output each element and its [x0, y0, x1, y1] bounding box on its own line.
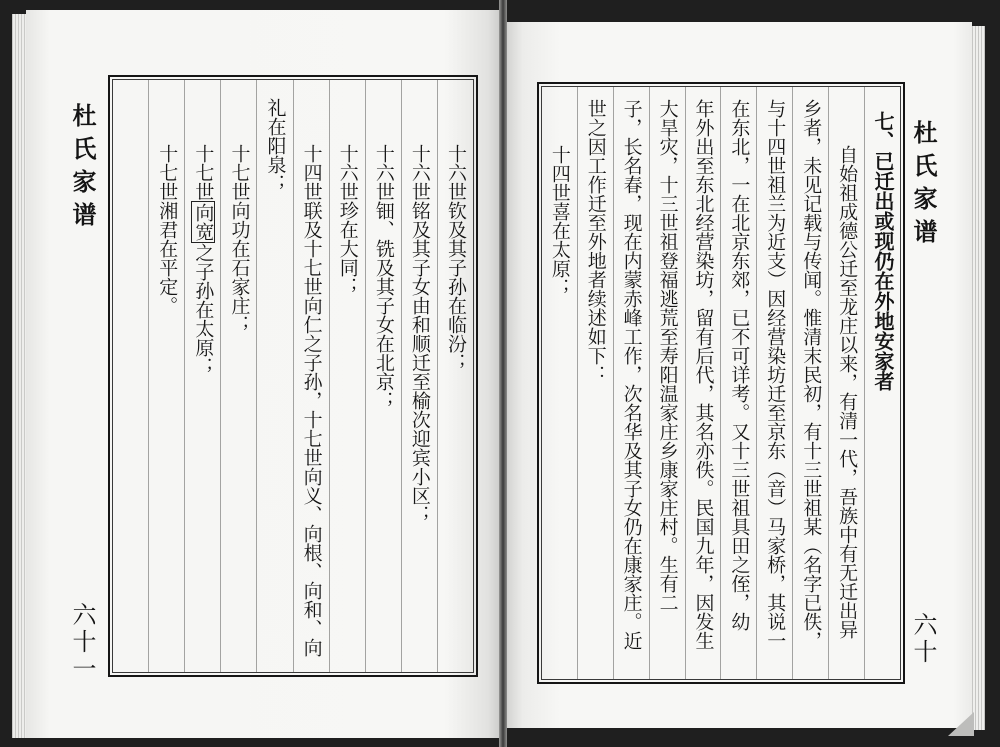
- text-column: 十六世钿、铣及其子女在北京；: [365, 80, 401, 672]
- text-column: 十七世湘君在平定。: [148, 80, 184, 672]
- text-column: 世之因工作迁至外地者续述如下：: [577, 87, 613, 679]
- empty-column: [113, 80, 148, 672]
- section-heading: 七、已迁出或现仍在外地安家者: [864, 87, 900, 679]
- right-column-grid: [541, 86, 901, 680]
- text-column: 乡者，未见记载与传闻。惟清末民初，有十三世祖某（名字已佚，: [792, 87, 828, 679]
- text-column: 子，长名春，现在内蒙赤峰工作，次名华及其子女仍在康家庄。近: [613, 87, 649, 679]
- right-text-frame: [537, 82, 905, 684]
- text-column: 十四世喜在太原；: [548, 144, 571, 297]
- text-column: 年外出至东北经营染坊，留有后代，其名亦佚。民国九年，因发生: [685, 87, 721, 679]
- text-column: 十六世钦及其子孙在临汾；: [437, 80, 473, 672]
- text-column: 十四世联及十七世向仁之子孙，十七世向义、向根、向和、向: [293, 80, 329, 672]
- text-column: 十六世珍在大同；: [329, 80, 365, 672]
- text-column: 与十四世祖兰为近支）因经营染坊迁至京东（音）马家桥，其说一: [756, 87, 792, 679]
- text-column: 自始祖成德公迁至龙庄以来，有清一代，吾族中有无迁出异: [828, 87, 864, 679]
- text-column: 大旱灾，十三世祖登福逃荒至寿阳温家庄乡康家庄村。生有二: [649, 87, 685, 679]
- right-page-edges: [970, 26, 985, 730]
- text-column: 礼在阳泉；: [256, 80, 292, 672]
- text-segment: 之子孙在太原；: [192, 242, 215, 376]
- left-column-grid: [112, 79, 474, 673]
- text-column: 十六世铭及其子女由和顺迁至榆次迎宾小区；: [401, 80, 437, 672]
- text-segment: 十七世: [192, 143, 215, 201]
- left-page-number: 六十一: [68, 602, 96, 683]
- left-running-title: 杜氏家谱: [68, 103, 97, 235]
- left-text-frame: [108, 75, 478, 677]
- page-curl: [948, 712, 974, 736]
- right-page-number: 六十: [909, 612, 937, 666]
- right-running-title: 杜氏家谱: [909, 120, 938, 252]
- text-column: 十七世向功在石家庄；: [220, 80, 256, 672]
- text-column: [184, 80, 220, 672]
- book-spine: [499, 0, 507, 747]
- boxed-name: 向宽: [192, 202, 215, 241]
- text-column: 在东北，一在北京东郊，已不可详考。又十三世祖具田之侄，幼: [720, 87, 756, 679]
